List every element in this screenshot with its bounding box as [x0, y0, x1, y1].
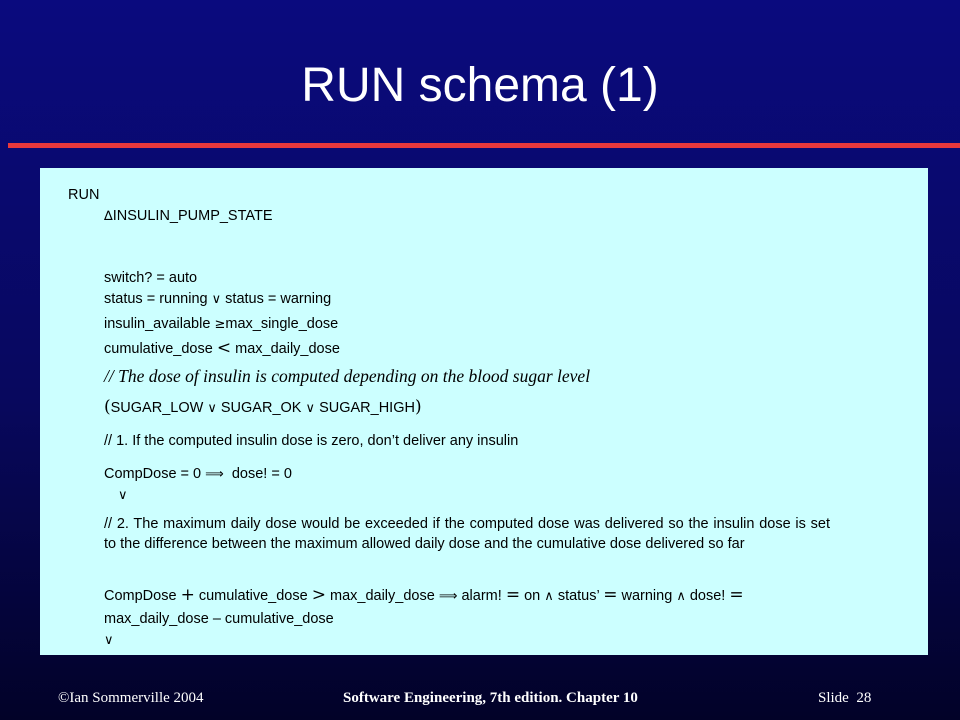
- implies-symbol: ⟹: [205, 467, 224, 482]
- delta-symbol: ∆: [104, 209, 113, 224]
- sugar-low-text: SUGAR_LOW: [110, 400, 204, 416]
- open-paren: (: [104, 397, 111, 417]
- compdose-text: CompDose: [104, 588, 177, 604]
- cumulative-predicate: [104, 339, 340, 358]
- comment-rule-2: // 2. The maximum daily dose would be exceeded if the computed dose was delivered so the insulin dose is set to the difference between the maximum allowed daily dose and the cumulative dose delivered so far: [104, 516, 830, 552]
- footer-book-title: Software Engineering, 7th edition. Chapter 10: [343, 690, 638, 706]
- rule-1: [104, 465, 292, 484]
- equals-symbol: =: [505, 585, 521, 605]
- title-divider: [8, 143, 960, 148]
- schema-name: RUN: [68, 187, 100, 203]
- slide-label: Slide: [818, 690, 849, 706]
- italic-comment: // The dose of insulin is computed depending on the blood sugar level: [104, 366, 591, 386]
- lt-symbol: <: [216, 338, 232, 358]
- rule-1-right: dose! = 0: [231, 466, 292, 482]
- max-daily-dose-text: max_daily_dose: [235, 341, 340, 357]
- slide-title: RUN schema (1): [301, 59, 659, 112]
- schema-box: [40, 168, 928, 655]
- or-symbol-rule-2: [104, 631, 114, 650]
- rule-1-left: CompDose = 0: [104, 466, 202, 482]
- equals-symbol: =: [603, 585, 618, 605]
- or-symbol: ∨: [104, 633, 114, 648]
- rule-2: [104, 586, 744, 606]
- insulin-available-text: insulin_available: [104, 316, 211, 332]
- cumulative-dose-text: cumulative_dose: [198, 588, 308, 604]
- insulin-predicate: [104, 315, 338, 334]
- or-symbol: ∨: [305, 401, 316, 416]
- sugar-ok-text: SUGAR_OK: [220, 400, 302, 416]
- and-symbol: ∧: [544, 589, 554, 604]
- comment-rule-1: // 1. If the computed insulin dose is zero, don’t deliver any insulin: [104, 433, 519, 449]
- status-warning-text: status = warning: [225, 291, 332, 307]
- or-symbol: ∨: [118, 488, 128, 503]
- switch-predicate: switch? = auto: [104, 270, 198, 286]
- close-paren: ): [414, 397, 422, 417]
- gt-symbol: >: [311, 585, 326, 605]
- max-daily-dose-text: max_daily_dose: [329, 588, 435, 604]
- declaration-text: INSULIN_PUMP_STATE: [112, 208, 273, 224]
- schema-declaration: [104, 207, 273, 226]
- or-symbol-rule-1: [118, 486, 128, 505]
- ge-symbol: ≥: [214, 317, 226, 332]
- status-running-text: status = running: [104, 291, 208, 307]
- sugar-predicate: [104, 398, 422, 418]
- max-single-dose-text: max_single_dose: [225, 316, 339, 332]
- alarm-text: alarm!: [461, 588, 502, 604]
- rule-2-continuation: max_daily_dose – cumulative_dose: [104, 611, 334, 627]
- dose-text: dose!: [689, 588, 726, 604]
- footer-slide-number: [818, 690, 871, 707]
- plus-symbol: +: [180, 585, 195, 605]
- status-predicate: [104, 290, 331, 309]
- slide-number: 28: [856, 690, 872, 706]
- equals-symbol: =: [729, 585, 744, 605]
- implies-symbol: ⟹: [438, 589, 458, 604]
- on-text: on: [524, 588, 541, 604]
- sugar-high-text: SUGAR_HIGH: [319, 400, 415, 416]
- and-symbol: ∧: [676, 589, 686, 604]
- warning-text: warning: [621, 588, 673, 604]
- cumulative-dose-text: cumulative_dose: [104, 341, 213, 357]
- status-prime-text: status’: [557, 588, 600, 604]
- footer-copyright: ©Ian Sommerville 2004: [58, 690, 204, 706]
- or-symbol: ∨: [207, 401, 217, 416]
- or-symbol: ∨: [211, 292, 222, 307]
